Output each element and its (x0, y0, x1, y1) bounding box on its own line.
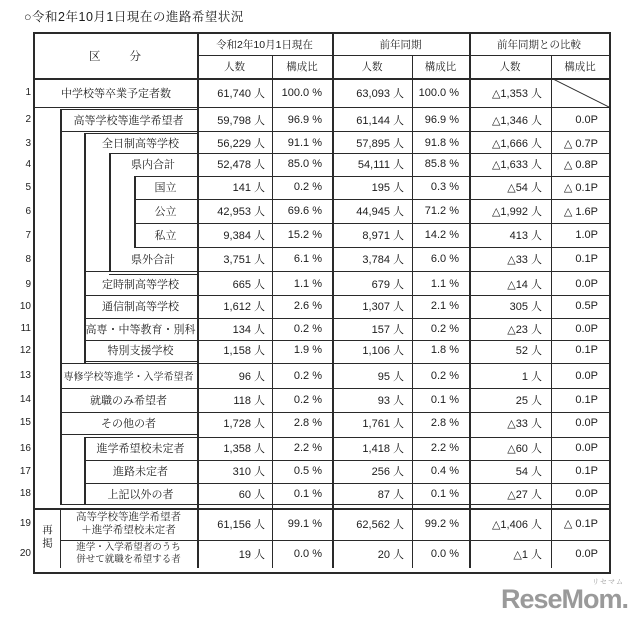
cell-diff-ratio: △ 0.1P (563, 181, 598, 194)
resemom-logo: ReseMom. (500, 584, 628, 614)
cell-prev-count: 95 人 (377, 370, 404, 383)
cell-current-count: 3,751 人 (223, 254, 265, 266)
cell-prev-count: 61,144 人 (356, 114, 404, 127)
cell-current-ratio: 2.8 % (293, 416, 322, 429)
header-comparison-ratio: 構成比 (564, 60, 596, 73)
row-number: 6 (25, 205, 31, 217)
cell-diff-count: △1,353 人 (491, 87, 542, 100)
row-label-line: 併せて就職を希望する者 (76, 553, 181, 565)
cell-current-ratio: 91.1 % (287, 137, 322, 149)
row-number: 18 (19, 488, 31, 499)
row-number: 2 (25, 114, 31, 126)
cell-current-count: 665 人 (232, 279, 265, 291)
table-grid-line (60, 504, 609, 505)
cell-prev-ratio: 0.1 % (430, 393, 459, 406)
cell-prev-count: 44,945 人 (356, 206, 404, 218)
cell-current-ratio: 6.1 % (293, 253, 322, 265)
row-number: 8 (25, 253, 31, 265)
cell-current-ratio: 85.0 % (287, 158, 322, 171)
cell-current-count: 61,156 人 (217, 518, 265, 531)
cell-current-ratio: 0.5 % (293, 465, 322, 478)
cell-diff-count: △60 人 (507, 443, 542, 455)
cell-diff-count: △27 人 (507, 488, 542, 501)
row-label (60, 540, 197, 569)
cell-diff-ratio: 0.0P (575, 278, 598, 290)
cell-prev-ratio: 85.8 % (424, 158, 459, 171)
cell-diff-count: 1 人 (521, 370, 542, 383)
cell-prev-count: 87 人 (377, 488, 404, 501)
row-label (60, 508, 197, 540)
cell-diff-ratio: △ 0.7P (563, 137, 598, 150)
cell-prev-ratio: 71.2 % (424, 205, 459, 217)
cell-diff-count: △33 人 (507, 417, 542, 430)
cell-current-ratio: 99.1 % (287, 517, 322, 530)
row-label: 高等学校等進学希望者 (73, 114, 184, 127)
cell-diff-count: △14 人 (507, 279, 542, 291)
cell-diff-count: △23 人 (507, 323, 542, 336)
row-number: 9 (25, 278, 31, 290)
header-comparison-count: 人数 (499, 60, 521, 73)
cell-current-ratio: 2.2 % (293, 442, 322, 454)
cell-diff-ratio: 0.0P (575, 369, 598, 382)
cell-prev-count: 54,111 人 (357, 159, 404, 172)
cell-diff-ratio: 0.1P (575, 393, 598, 406)
cell-diff-count: △1,346 人 (491, 114, 542, 127)
row-label: 通信制高等学校 (102, 301, 179, 314)
cell-current-ratio: 0.0 % (293, 547, 322, 560)
cell-current-count: 1,612 人 (223, 301, 265, 314)
cell-prev-count: 57,895 人 (356, 138, 404, 150)
cell-current-count: 42,953 人 (217, 206, 265, 218)
header-current-ratio: 構成比 (286, 60, 318, 73)
cell-prev-count: 1,761 人 (362, 417, 404, 430)
cell-prev-ratio: 0.0 % (430, 547, 459, 560)
row-label-line: 高等学校等進学希望者 (76, 510, 181, 523)
table-grid-line (84, 361, 197, 362)
row-label: 全日制高等学校 (102, 138, 179, 150)
row-label: 進路未定者 (113, 466, 168, 479)
cell-current-count: 310 人 (232, 466, 265, 479)
row-number: 3 (25, 137, 31, 149)
row-label: 県外合計 (131, 254, 175, 266)
cell-prev-ratio: 14.2 % (424, 229, 459, 241)
cell-current-count: 52,478 人 (217, 159, 265, 172)
cell-current-count: 96 人 (238, 370, 265, 383)
header-group-current: 令和2年10月1日現在 (216, 39, 313, 51)
cell-current-ratio: 0.2 % (293, 322, 322, 335)
table-grid-line (60, 434, 197, 435)
cell-current-count: 141 人 (232, 182, 265, 195)
cell-current-ratio: 69.6 % (287, 205, 322, 217)
cell-prev-ratio: 0.2 % (430, 369, 459, 382)
table-grid-line (197, 55, 609, 56)
cell-diff-count: 413 人 (509, 230, 542, 242)
cell-current-count: 59,798 人 (217, 114, 265, 127)
row-label: 就職のみ希望者 (90, 394, 167, 407)
table-grid-line (84, 271, 609, 272)
row-label: 進学希望校未定者 (96, 443, 185, 455)
cell-current-ratio: 0.2 % (293, 393, 322, 406)
cell-prev-count: 8,971 人 (362, 230, 404, 242)
cell-prev-ratio: 0.1 % (430, 487, 459, 500)
cell-diff-count: △54 人 (507, 182, 542, 195)
cell-current-count: 61,740 人 (217, 87, 265, 100)
cell-diff-ratio: △ 0.1P (563, 518, 598, 530)
cell-current-ratio: 0.1 % (293, 487, 322, 500)
career-preference-table (19, 32, 611, 574)
cell-current-count: 9,384 人 (223, 230, 265, 242)
regrouping-side-label: 再掲 (41, 524, 53, 552)
cell-prev-ratio: 0.2 % (430, 322, 459, 335)
row-number: 17 (19, 465, 31, 477)
cell-prev-count: 1,307 人 (362, 301, 404, 314)
row-number: 16 (19, 442, 31, 454)
cell-diff-count: 54 人 (515, 466, 542, 479)
row-number: 5 (25, 181, 31, 193)
cell-diff-ratio: 0.0P (575, 322, 598, 335)
row-label-line: 進学・入学希望者のうち (76, 541, 181, 553)
cell-diff-count: △33 人 (507, 254, 542, 266)
cell-current-ratio: 15.2 % (287, 229, 322, 241)
cell-diff-count: 52 人 (515, 345, 542, 357)
cell-diff-ratio: 0.0P (575, 487, 598, 500)
header-group-comparison: 前年同期との比較 (497, 39, 581, 51)
cell-current-ratio: 0.2 % (293, 369, 322, 382)
header-category: 区 分 (89, 50, 143, 63)
cell-diff-count: 25 人 (515, 394, 542, 407)
cell-diff-ratio: 0.0P (575, 113, 598, 126)
cell-diff-ratio: 0.5P (575, 300, 598, 313)
cell-prev-count: 679 人 (371, 279, 404, 291)
cell-prev-count: 93 人 (377, 394, 404, 407)
row-label: 上記以外の者 (107, 488, 174, 501)
row-label: 専修学校等進学・入学希望者 (63, 372, 194, 383)
cell-prev-ratio: 6.0 % (430, 253, 459, 265)
cell-diff-ratio: 1.0P (575, 229, 598, 241)
cell-diff-ratio: 0.1P (575, 465, 598, 478)
cell-diff-ratio: 0.1P (575, 344, 598, 356)
row-number: 1 (25, 87, 31, 98)
cell-current-count: 134 人 (232, 323, 265, 336)
cell-prev-count: 63,093 人 (356, 87, 404, 100)
row-number: 15 (19, 417, 31, 429)
cell-prev-ratio: 96.9 % (424, 113, 459, 126)
header-current-count: 人数 (224, 60, 245, 73)
cell-prev-ratio: 1.1 % (430, 278, 459, 290)
cell-current-ratio: 2.6 % (293, 300, 322, 313)
row-number: 13 (19, 370, 31, 381)
logo-ruby: リセマム (592, 579, 624, 586)
cell-current-ratio: 100.0 % (281, 86, 322, 99)
table-grid-line (35, 107, 609, 108)
cell-prev-count: 20 人 (377, 548, 404, 561)
cell-prev-count: 256 人 (371, 466, 404, 479)
cell-prev-ratio: 1.8 % (430, 344, 459, 356)
cell-current-ratio: 1.9 % (293, 344, 322, 356)
cell-prev-count: 195 人 (371, 182, 404, 195)
cell-prev-count: 62,562 人 (356, 518, 404, 531)
row-label: 高専・中等教育・別科 (85, 323, 196, 336)
cell-diff-ratio: 0.0P (575, 416, 598, 429)
row-label: 中学校等卒業予定者数 (61, 87, 171, 100)
header-previous-count: 人数 (361, 60, 383, 73)
cell-prev-ratio: 100.0 % (418, 86, 459, 99)
cell-current-count: 1,358 人 (223, 443, 265, 455)
cell-diff-count: △1,992 人 (491, 206, 542, 218)
cell-diff-ratio (551, 79, 609, 107)
row-label: その他の者 (101, 417, 156, 430)
row-number: 19 (19, 518, 31, 529)
cell-prev-count: 1,106 人 (362, 345, 404, 357)
row-label: 私立 (154, 230, 177, 242)
header-group-previous-year: 前年同期 (379, 39, 422, 51)
cell-prev-ratio: 91.8 % (424, 137, 459, 149)
cell-current-count: 1,728 人 (223, 417, 265, 430)
cell-prev-ratio: 2.1 % (430, 300, 459, 313)
row-label: 定時制高等学校 (102, 279, 179, 291)
cell-prev-ratio: 2.8 % (430, 416, 459, 429)
cell-diff-count: △1,666 人 (491, 138, 542, 150)
cell-prev-ratio: 0.4 % (430, 465, 459, 478)
row-label: 県内合計 (131, 159, 175, 172)
row-number: 4 (25, 158, 31, 170)
cell-diff-ratio: △ 0.8P (563, 158, 598, 171)
row-label: 公立 (154, 206, 177, 218)
cell-current-count: 56,229 人 (217, 138, 265, 150)
cell-current-count: 118 人 (233, 394, 265, 407)
cell-diff-count: △1,406 人 (491, 518, 542, 531)
cell-prev-ratio: 2.2 % (430, 442, 459, 454)
table-grid-line (60, 131, 609, 132)
row-label-line: ＋進学希望校未定者 (81, 523, 176, 536)
cell-current-ratio: 0.2 % (293, 181, 322, 194)
cell-prev-count: 3,784 人 (362, 254, 404, 266)
cell-prev-ratio: 99.2 % (424, 517, 459, 530)
row-label: 国立 (154, 182, 177, 195)
row-number: 14 (19, 394, 31, 406)
header-previous-ratio: 構成比 (424, 60, 457, 73)
row-number: 12 (19, 344, 31, 356)
row-number: 7 (25, 229, 31, 241)
cell-current-count: 60 人 (238, 488, 265, 501)
cell-diff-count: △1,633 人 (491, 159, 542, 172)
row-label: 特別支援学校 (107, 345, 174, 357)
cell-prev-count: 1,418 人 (362, 443, 404, 455)
cell-current-ratio: 1.1 % (293, 278, 322, 290)
cell-current-count: 1,158 人 (223, 345, 265, 357)
table-grid-line (60, 109, 62, 504)
row-number: 20 (19, 548, 31, 560)
cell-diff-ratio: 0.1P (575, 253, 598, 265)
page-title: ○令和2年10月1日現在の進路希望状況 (24, 10, 244, 24)
cell-diff-count: △1 人 (513, 548, 542, 561)
cell-current-count: 19 人 (238, 548, 265, 561)
cell-prev-count: 157 人 (371, 323, 404, 336)
cell-diff-ratio: △ 1.6P (563, 205, 598, 218)
cell-prev-ratio: 0.3 % (430, 181, 459, 194)
cell-current-ratio: 96.9 % (287, 113, 322, 126)
cell-diff-ratio: 0.0P (575, 442, 598, 454)
row-number: 10 (19, 300, 31, 312)
cell-diff-count: 305 人 (509, 301, 542, 314)
row-number: 11 (20, 323, 31, 335)
cell-diff-ratio: 0.0P (575, 547, 598, 560)
